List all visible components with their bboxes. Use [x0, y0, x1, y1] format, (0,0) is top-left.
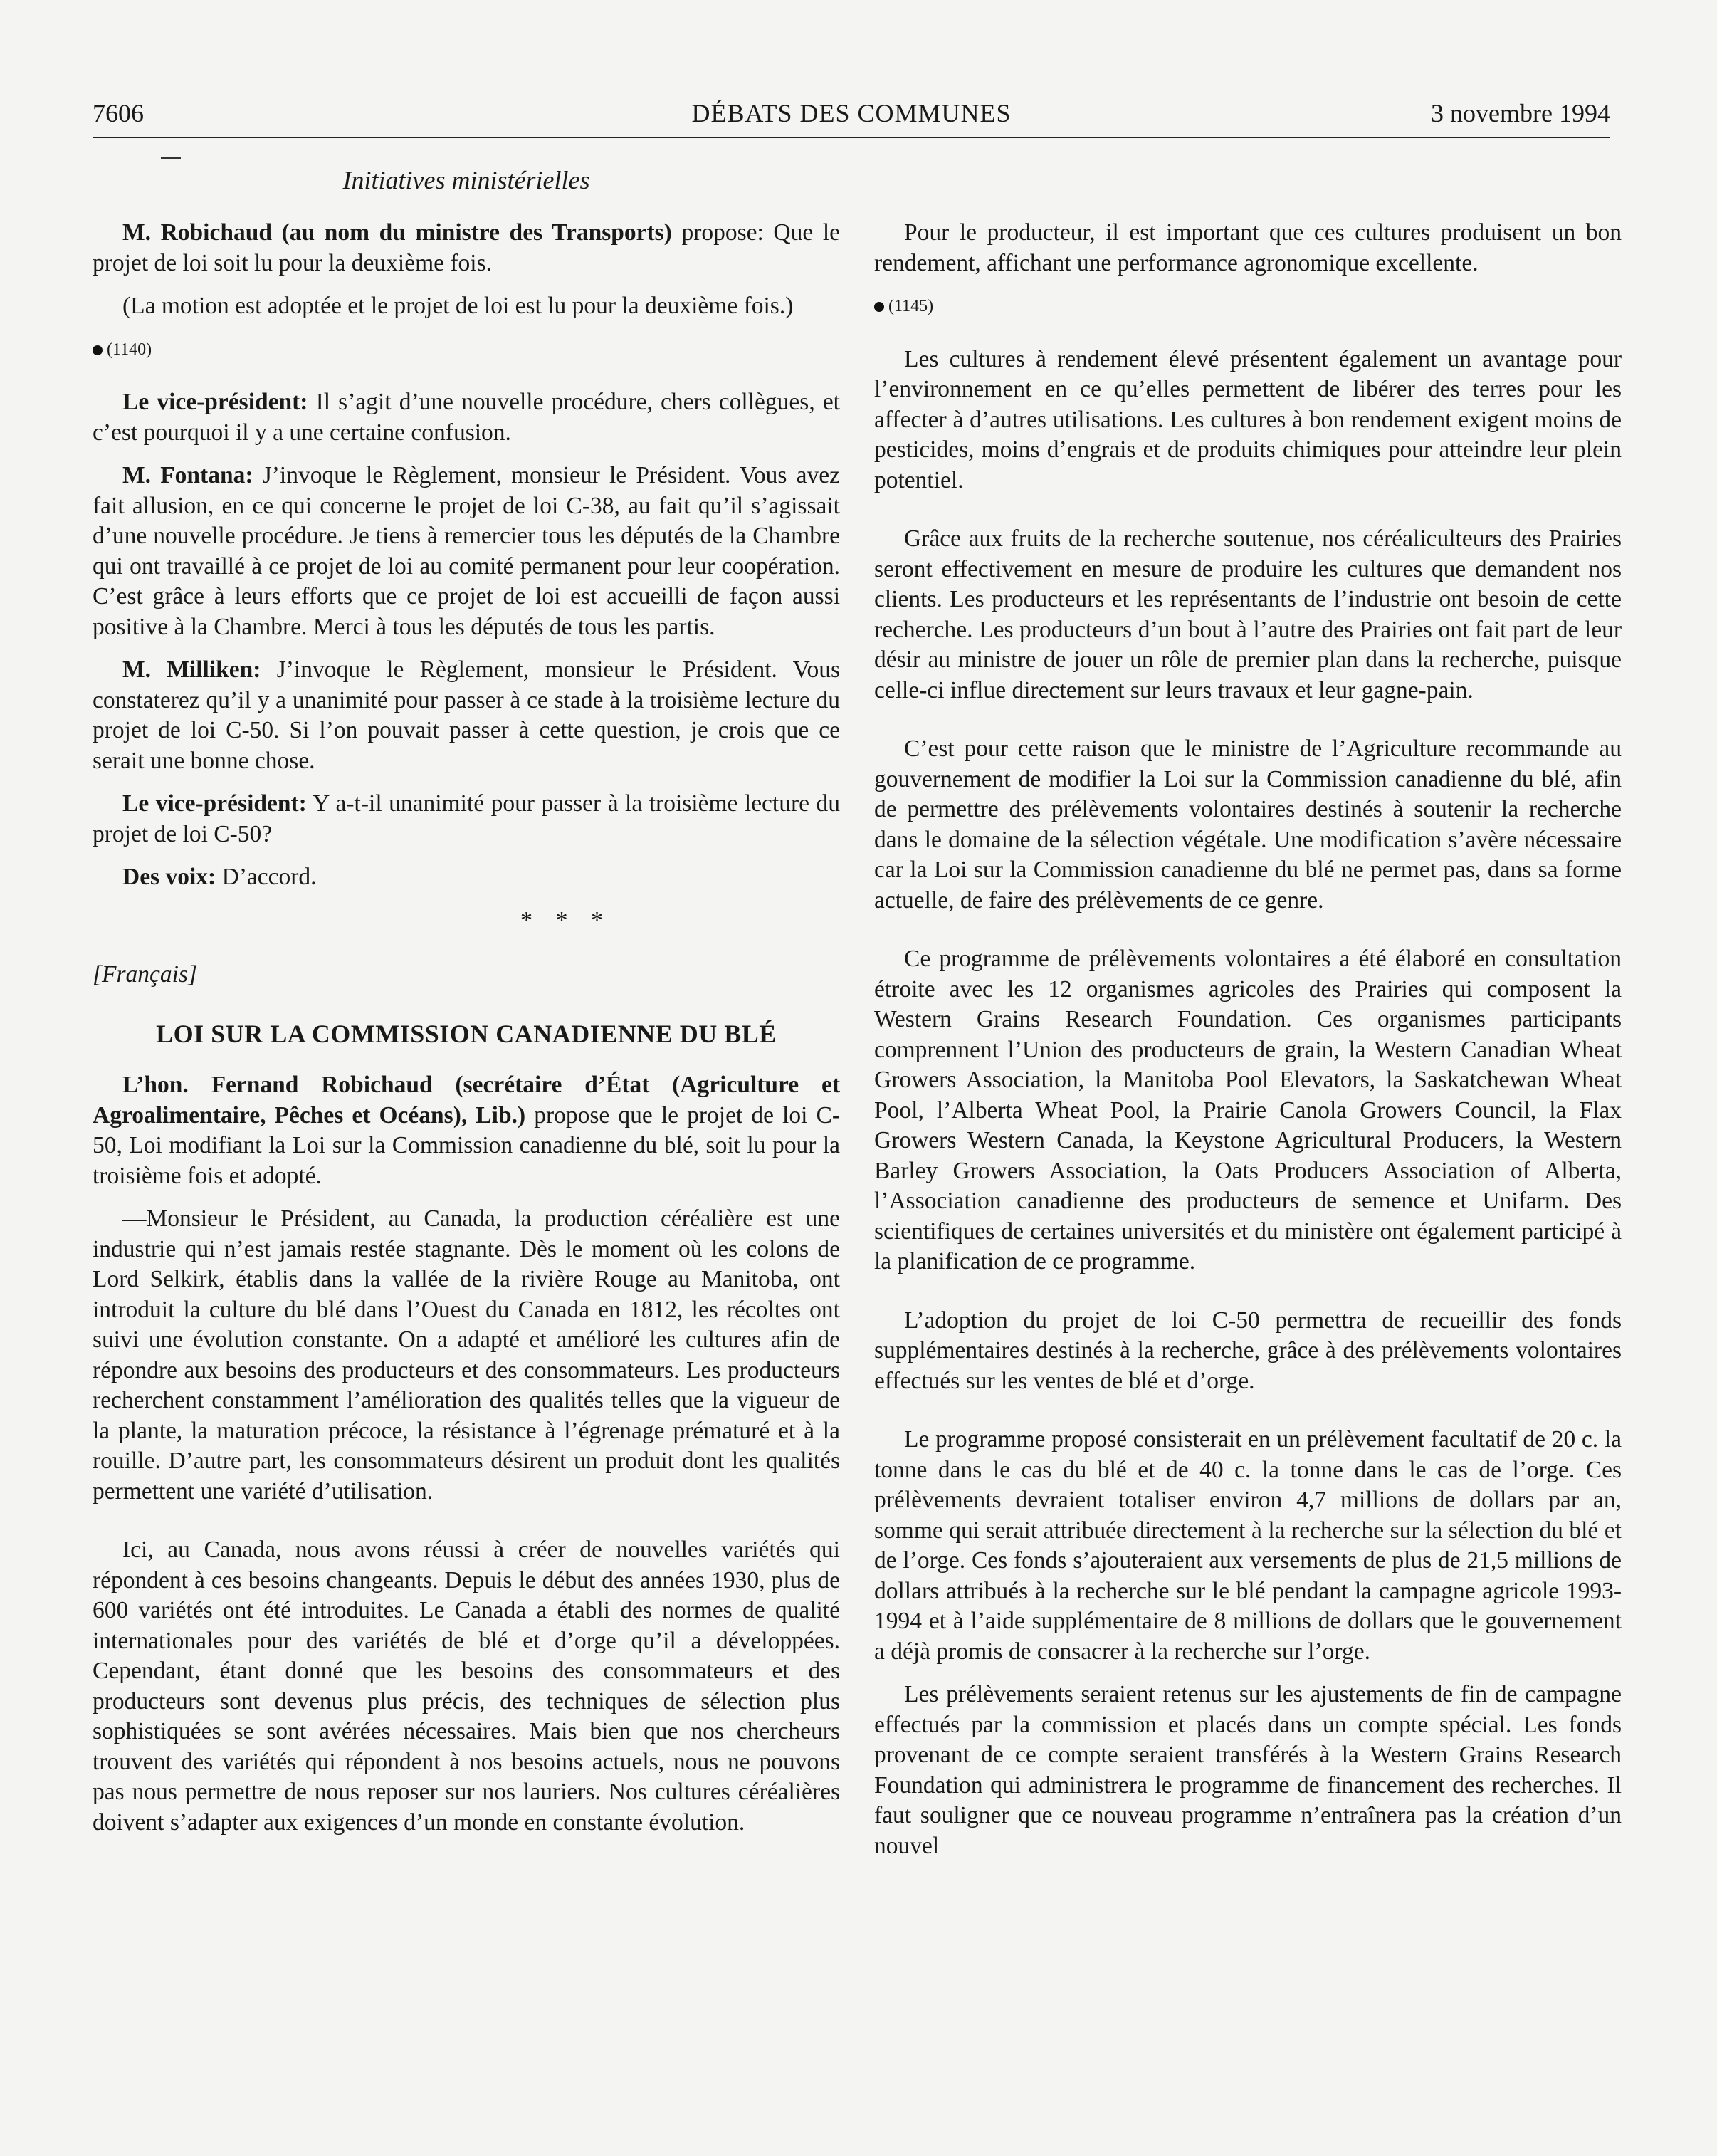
paragraph: (La motion est adoptée et le projet de loi est lu pour la deuxième fois.): [122, 293, 794, 319]
paragraph: Les prélèvements seraient retenus sur les ajustements de fin de campagne effectués par la commission et placés dans un compte spécial. Les fonds provenant de ce compte seraient transférés à la Western Grains Research Foundation qui administrera le programme de financement des recherches. Il faut souligner que ce nouveau programme n’entraînera pas la création d’un nouvel: [874, 1681, 1622, 1859]
paragraph: M. Fontana: J’invoque le Règlement, monsieur le Président. Vous avez fait allusion, en ce qui concerne le projet de loi C-38, au fait qu’il s’agissait d’une nouvelle procédure. Je tiens à remercier tous les députés de la Chambre qui ont travaillé à ce projet de loi au comité permanent pour leur coopération. C’est grâce à leurs efforts que ce projet de loi est accueilli de façon aussi positive à la Chambre. Merci à tous les députés de tous les partis.: [93, 462, 840, 640]
paragraph: Ici, au Canada, nous avons réussi à créer de nouvelles variétés qui répondent à ces besoins changeants. Depuis le début des années 1930, plus de 600 variétés ont été introduites. Le Canada a établi des normes de qualité internationales pour des variétés de blé et d’orge qu’il a développées. Cependant, étant donné que les besoins des consommateurs et des producteurs sont devenus plus précis, des techniques de sélection plus sophistiquées se sont avérées nécessaires. Mais bien que nos chercheurs trouvent des variétés qui répondent à nos besoins actuels, nous ne pouvons pas nous permettre de nous reposer sur nos lauriers. Nos cultures céréalières doivent s’adapter aux exigences d’un monde en constante évolution.: [93, 1537, 840, 1836]
paragraph: Grâce aux fruits de la recherche soutenue, nos céréaliculteurs des Prairies seront effectivement en mesure de produire les cultures que demandent nos clients. Les producteurs et les représentants de l’industrie ont besoin de cette recherche. Les producteurs d’un bout à l’autre des Prairies ont fait part de leur désir au ministre de jouer un rôle de premier plan dans la recherche, puisque celle-ci influe directement sur leurs travaux et leur gagne-pain.: [874, 525, 1622, 703]
publication-date: 3 novembre 1994: [1431, 99, 1610, 127]
time-marker: (1140): [93, 335, 840, 365]
paragraph: Des voix: D’accord.: [122, 864, 317, 890]
right-column: [874, 218, 1622, 1874]
paragraph: C’est pour cette raison que le ministre de l’Agriculture recommande au gouvernement de modifier la Loi sur la Commission canadienne du blé, afin de permettre des prélèvements volontaires destinés à soutenir la recherche dans le domaine de la sélection végétale. Une modification s’avère nécessaire car la Loi sur la Commission canadienne du blé ne permet pas, dans sa forme actuelle, de faire des prélèvements de ce genre.: [874, 736, 1622, 914]
paragraph: Les cultures à rendement élevé présentent également un avantage pour l’environnement en ce qu’elles permettent de libérer des terres pour les affecter à d’autres utilisations. Les cultures à bon rendement exigent moins de pesticides, moins d’engrais et de produits chimiques pour atteindre leur plein potentiel.: [874, 345, 1622, 493]
speaker-name: Le vice-président:: [122, 790, 307, 817]
speaker-name: M. Robichaud (au nom du ministre des Transports): [122, 219, 672, 246]
speaker-name: M. Fontana:: [122, 462, 253, 488]
paragraph: L’hon. Fernand Robichaud (secrétaire d’État (Agriculture et Agroalimentaire, Pêches et Océans), Lib.) propose que le projet de loi C-50, Loi modifiant la Loi sur la Commission canadienne du blé, soit lu pour la troisième fois et adopté.: [93, 1072, 840, 1189]
paragraph: Le programme proposé consisterait en un prélèvement facultatif de 20 c. la tonne dans le cas du blé et de 40 c. la tonne dans le cas de l’orge. Ces prélèvements devraient totaliser environ 4,7 millions de dollars par an, somme qui serait attribuée directement à la recherche sur la sélection du blé et de l’orge. Ces fonds s’ajouteraient aux versements de plus de 21,5 millions de dollars attribués à la recherche sur le blé pendant la campagne agricole 1993-1994 et à l’aide supplémentaire de 8 millions de dollars que le gouvernement a déjà promis de consacrer à la recherche sur l’orge.: [874, 1426, 1622, 1665]
bullet-icon: [93, 345, 103, 355]
page-header: [93, 94, 1610, 138]
speaker-name: L’hon. Fernand Robichaud (secrétaire d’État (Agriculture et Agroalimentaire, Pêches et Océans), Lib.): [93, 1072, 840, 1129]
paragraph: Ce programme de prélèvements volontaires a été élaboré en consultation étroite avec les 12 organismes agricoles des Prairies qui composent la Western Grains Research Foundation. Ces organismes participants comprennent l’Union des producteurs de grain, la Western Canadian Wheat Growers Association, la Manitoba Pool Elevators, la Saskatchewan Wheat Pool, l’Alberta Wheat Pool, la Prairie Canola Growers Council, la Flax Growers Western Canada, la Keystone Agricultural Producers, la Western Barley Growers Association, la Oats Producers Association of Alberta, l’Association canadienne des producteurs de semence et Unifarm. Des scientifiques de certaines universités et du ministère ont également participé à la planification de ce programme.: [874, 946, 1622, 1275]
time-marker: (1145): [874, 291, 1622, 322]
paragraph: Le vice-président: Y a-t-il unanimité pour passer à la troisième lecture du projet de loi C-50?: [93, 790, 841, 847]
paragraph: —Monsieur le Président, au Canada, la production céréalière est une industrie qui n’est jamais restée stagnante. Dès le moment où les colons de Lord Selkirk, établis dans la vallée de la rivière Rouge au Manitoba, ont introduit la culture du blé dans l’Ouest du Canada en 1812, les récoltes ont suivi une évolution constante. On a adapté et amélioré les cultures afin de répondre aux besoins des producteurs et des consommateurs. Les producteurs recherchent constamment l’amélioration des qualités telles que la vigueur de la plante, la maturation précoce, la résistance à l’égrenage prématuré et à la rouille. D’autre part, les consommateurs désirent un produit dont les qualités permettent une variété d’utilisation.: [93, 1205, 840, 1505]
section-title: LOI SUR LA COMMISSION CANADIENNE DU BLÉ: [156, 1019, 777, 1048]
paragraph: Pour le producteur, il est important que ces cultures produisent un bon rendement, affichant une performance agronomique excellente.: [874, 219, 1622, 276]
paragraph: M. Robichaud (au nom du ministre des Transports) propose: Que le projet de loi soit lu pour la deuxième fois.: [93, 219, 841, 276]
language-note: [Français]: [93, 961, 198, 988]
page-number: 7606: [93, 99, 144, 127]
publication-title: DÉBATS DES COMMUNES: [691, 99, 1012, 127]
section-subheader: Initiatives ministérielles: [342, 166, 590, 194]
paragraph: Le vice-président: Il s’agit d’une nouvelle procédure, chers collègues, et c’est pourquoi il y a une certaine confusion.: [93, 389, 840, 446]
speaker-name: Le vice-président:: [122, 389, 308, 415]
margin-dash: [161, 157, 181, 159]
paragraph: M. Milliken: J’invoque le Règlement, monsieur le Président. Vous constaterez qu’il y a unanimité pour passer à ce stade à la troisième lecture du projet de loi C-50. Si l’on pouvait passer à cette question, je crois que ce serait une bonne chose.: [93, 656, 840, 774]
speaker-name: Des voix:: [122, 864, 216, 890]
section-divider: * * *: [520, 906, 611, 933]
bullet-icon: [874, 302, 884, 312]
paragraph: L’adoption du projet de loi C-50 permettra de recueillir des fonds supplémentaires destinés à la recherche, grâce à des prélèvements volontaires effectués sur les ventes de blé et d’orge.: [874, 1307, 1622, 1394]
speaker-name: M. Milliken:: [122, 656, 261, 683]
left-column: [93, 218, 840, 1851]
